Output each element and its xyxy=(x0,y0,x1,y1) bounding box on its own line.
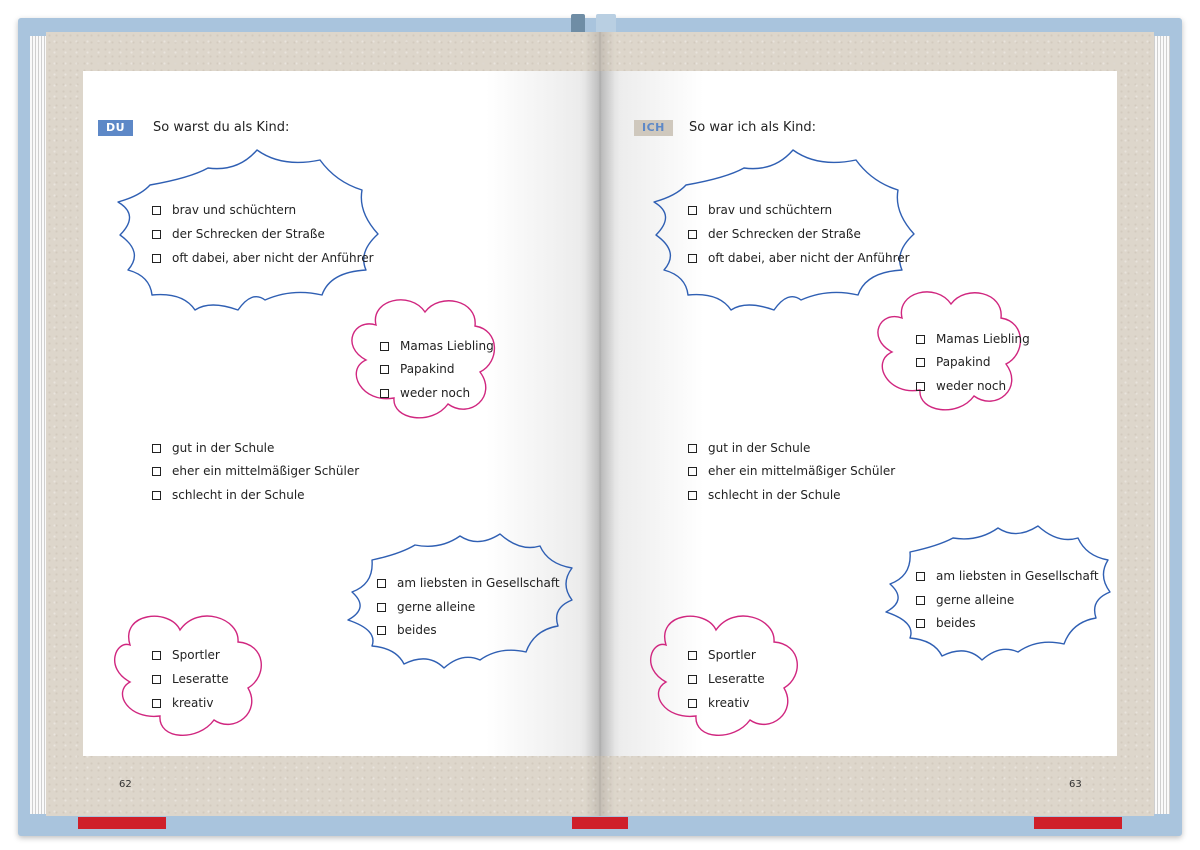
checkbox-item[interactable]: oft dabei, aber nicht der Anführer xyxy=(152,249,374,267)
checkbox-icon[interactable] xyxy=(688,467,697,476)
checkbox-icon[interactable] xyxy=(688,699,697,708)
checkbox-item[interactable]: Mamas Liebling xyxy=(380,337,494,355)
checkbox-icon[interactable] xyxy=(688,651,697,660)
checkbox-item[interactable]: Sportler xyxy=(688,646,756,664)
checkbox-icon[interactable] xyxy=(916,596,925,605)
checkbox-item[interactable]: eher ein mittelmäßiger Schüler xyxy=(152,462,359,480)
checkbox-item[interactable]: schlecht in der Schule xyxy=(152,486,305,504)
checkbox-item[interactable]: am liebsten in Gesellschaft xyxy=(916,567,1099,585)
checkbox-item[interactable]: eher ein mittelmäßiger Schüler xyxy=(688,462,895,480)
checkbox-item[interactable]: gerne alleine xyxy=(377,598,475,616)
checkbox-item[interactable]: Papakind xyxy=(380,360,455,378)
checkbox-icon[interactable] xyxy=(688,254,697,263)
checkbox-item[interactable]: gerne alleine xyxy=(916,591,1014,609)
du-tag: DU xyxy=(98,120,133,136)
ich-tag: ICH xyxy=(634,120,673,136)
checkbox-item[interactable]: schlecht in der Schule xyxy=(688,486,841,504)
checkbox-icon[interactable] xyxy=(916,358,925,367)
checkbox-icon[interactable] xyxy=(916,382,925,391)
checkbox-item[interactable]: der Schrecken der Straße xyxy=(152,225,325,243)
checkbox-item[interactable]: der Schrecken der Straße xyxy=(688,225,861,243)
checkbox-icon[interactable] xyxy=(916,335,925,344)
checkbox-icon[interactable] xyxy=(916,572,925,581)
checkbox-icon[interactable] xyxy=(688,206,697,215)
checkbox-item[interactable]: oft dabei, aber nicht der Anführer xyxy=(688,249,910,267)
page-number-left: 62 xyxy=(119,779,132,790)
checkbox-icon[interactable] xyxy=(688,444,697,453)
checkbox-item[interactable]: Leseratte xyxy=(152,670,229,688)
checkbox-item[interactable]: weder noch xyxy=(916,377,1006,395)
checkbox-item[interactable]: weder noch xyxy=(380,384,470,402)
checkbox-item[interactable]: gut in der Schule xyxy=(152,439,274,457)
checkbox-item[interactable]: brav und schüchtern xyxy=(152,201,296,219)
checkbox-item[interactable]: Mamas Liebling xyxy=(916,330,1030,348)
checkbox-icon[interactable] xyxy=(688,491,697,500)
page-number-right: 63 xyxy=(1069,779,1082,790)
checkbox-item[interactable]: Sportler xyxy=(152,646,220,664)
checkbox-item[interactable]: brav und schüchtern xyxy=(688,201,832,219)
checkbox-item[interactable]: kreativ xyxy=(688,694,750,712)
checkbox-item[interactable]: Papakind xyxy=(916,353,991,371)
checkbox-icon[interactable] xyxy=(688,230,697,239)
left-page-heading: So warst du als Kind: xyxy=(153,120,290,135)
checkbox-item[interactable]: gut in der Schule xyxy=(688,439,810,457)
checkbox-item[interactable]: Leseratte xyxy=(688,670,765,688)
checkbox-item[interactable]: am liebsten in Gesellschaft xyxy=(377,574,560,592)
right-page-heading: So war ich als Kind: xyxy=(689,120,817,135)
checkbox-item[interactable]: beides xyxy=(377,621,437,639)
checkbox-item[interactable]: kreativ xyxy=(152,694,214,712)
checkbox-icon[interactable] xyxy=(916,619,925,628)
checkbox-item[interactable]: beides xyxy=(916,614,976,632)
checkbox-icon[interactable] xyxy=(688,675,697,684)
